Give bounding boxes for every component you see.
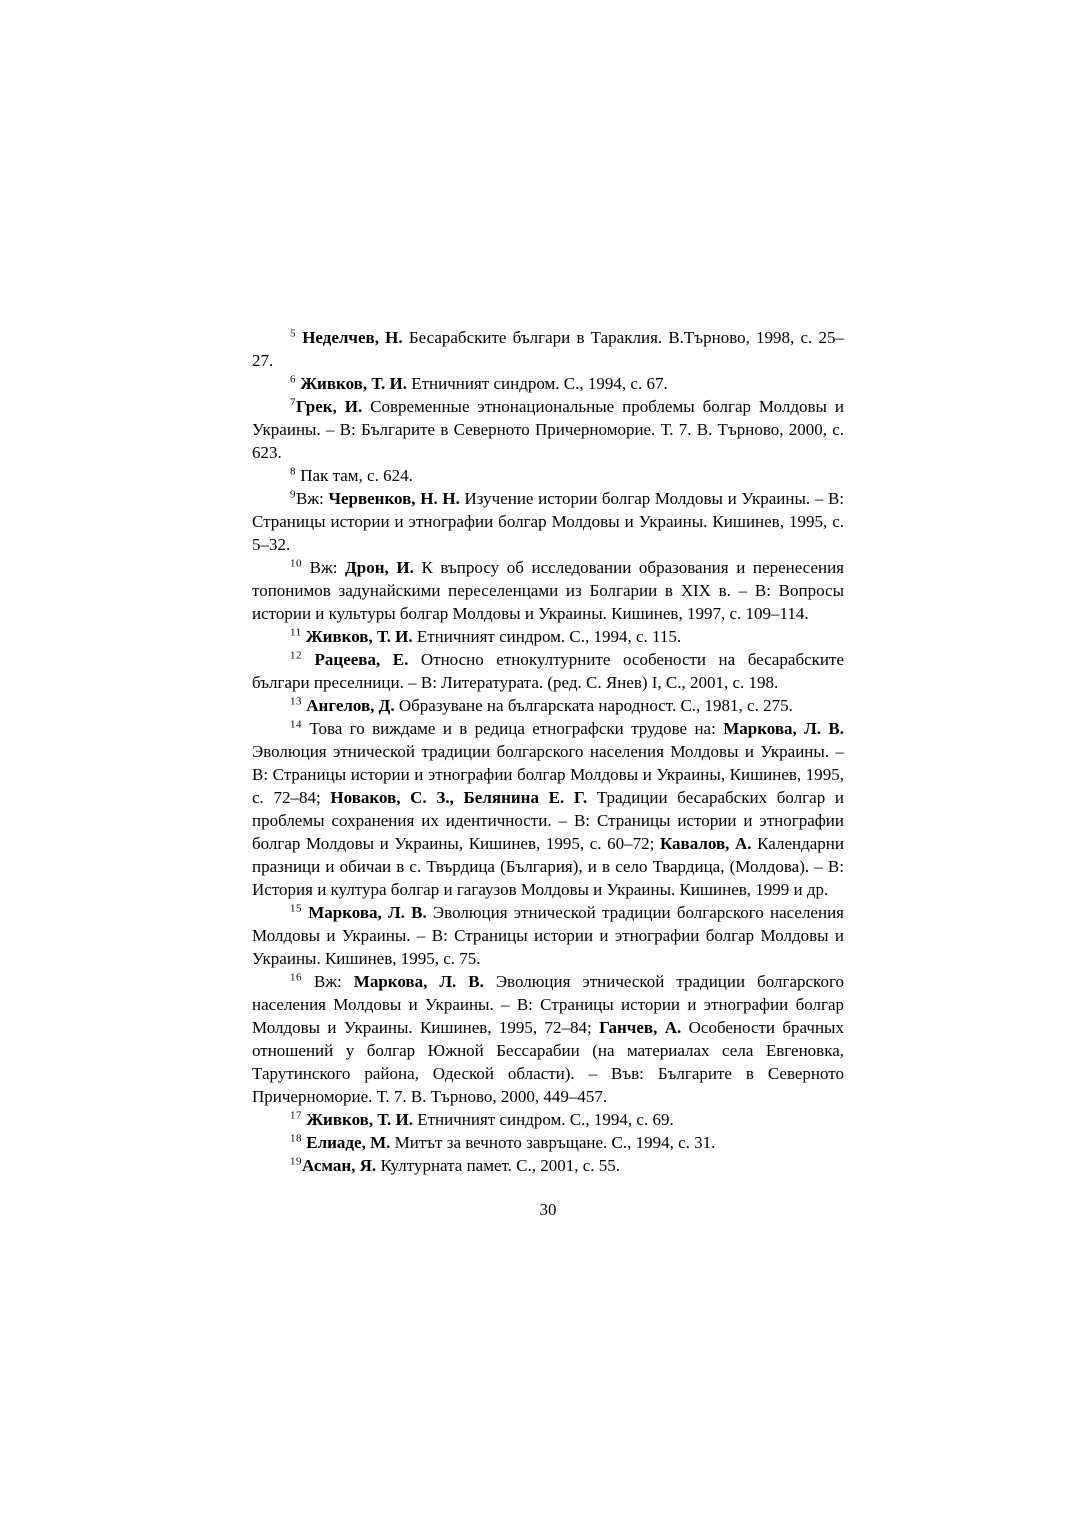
page-number: 30 <box>539 1200 557 1219</box>
footnote-text: Вж: <box>302 972 354 991</box>
footnote <box>252 717 844 901</box>
footnote-text: Пак там, с. 624. <box>296 466 413 485</box>
footnote-text: Эволюция этнической традиции болгарского населения Молдовы и Украины. – В: Страницы истории и этнографии болгар Молдовы и Украины, Кишинев, 1995, с. 72–84; <box>252 742 844 807</box>
footnote-number: 11 <box>290 626 302 639</box>
footnote-number: 8 <box>290 465 296 478</box>
footnote <box>252 1154 844 1177</box>
footnote-number: 12 <box>290 649 302 662</box>
footnote-author: Ганчев, А. <box>599 1018 682 1037</box>
footnote-number: 14 <box>290 718 302 731</box>
footnote-text: Вж: <box>302 558 346 577</box>
footnote-number: 7 <box>290 396 296 409</box>
footnote-author: Маркова, Л. В. <box>723 719 844 738</box>
footnote-text: Традиции бесарабских болгар и проблемы сохранения их идентичности. – В: Страницы истории и этнографии болгар Молдовы и Украины, Кишинев, 1995, с. 60–72; <box>252 788 844 853</box>
footnote-author: Червенков, Н. Н. <box>328 489 460 508</box>
footnote-number: 9 <box>290 488 296 501</box>
footnote-text: Митът за вечното завръщане. С., 1994, с. 31. <box>390 1133 716 1152</box>
footnote-text: Календарни празници и обичаи в с. Твърдица (България), и в село Твардица, (Молдова). – В: История и култура болгар и гагаузов Молдовы и Украины. Кишинев, 1999 и др. <box>252 834 844 899</box>
footnote-author: Живков, Т. И. <box>301 627 413 646</box>
footnote-number: 10 <box>290 557 302 570</box>
footnote-author: Асман, Я. <box>302 1156 377 1175</box>
footnote-text: Эволюция этнической традиции болгарского населения Молдовы и Украины. – В: Страницы истории и этнографии болгар Молдовы и Украины. Кишинев, 1995, с. 75. <box>252 903 844 968</box>
footnote <box>252 970 844 1108</box>
footnotes-list <box>252 326 844 1177</box>
footnote-number: 6 <box>290 373 296 386</box>
footnote <box>252 901 844 970</box>
footnote-author: Дрон, И. <box>345 558 414 577</box>
footnote-number: 5 <box>290 327 296 340</box>
footnote-text: Особености брачных отношений у болгар Южной Бессарабии (на материалах села Евгеновка, Тарутинского района, Одеской области). – Във: Българите в Северното Причерноморие. Т. 7. В. Търново, 2000, 449–457. <box>252 1018 844 1106</box>
footnote-text: Образуване на българската народност. С., 1981, с. 275. <box>394 696 793 715</box>
footnote-number: 16 <box>290 971 302 984</box>
footnote-author: Кавалов, А. <box>659 834 752 853</box>
footnote-text: Относно етнокултурните особености на бесарабските българи преселници. – В: Литературата. (ред. С. Янев) I, С., 2001, с. 198. <box>252 650 844 692</box>
footnote <box>252 648 844 694</box>
footnote <box>252 464 844 487</box>
footnote-text: Бесарабските българи в Тараклия. В.Търново, 1998, с. 25–27. <box>252 328 844 370</box>
footnote <box>252 694 844 717</box>
footnote-text: Етничният синдром. С., 1994, с. 115. <box>412 627 682 646</box>
footnote <box>252 372 844 395</box>
footnote <box>252 556 844 625</box>
footnote-author: Маркова, Л. В. <box>353 972 484 991</box>
footnote-number: 13 <box>290 695 302 708</box>
footnote-author: Елиаде, М. <box>302 1133 391 1152</box>
footnote-number: 17 <box>290 1109 302 1122</box>
footnote-author: Маркова, Л. В. <box>302 903 427 922</box>
footnote <box>252 326 844 372</box>
footnote-author: Неделчев, Н. <box>296 328 403 347</box>
footnote-author: Живков, Т. И. <box>296 374 407 393</box>
footnote-text: Современные этнонациональные проблемы болгар Молдовы и Украины. – В: Българите в Северното Причерноморие. Т. 7. В. Търново, 2000, с. 623. <box>252 397 844 462</box>
footnote-author: Грек, И. <box>296 397 363 416</box>
footnote-author: Новаков, С. З., Белянина Е. Г. <box>330 788 588 807</box>
footnotes-section <box>252 326 844 1221</box>
footnote <box>252 625 844 648</box>
footnote-author: Рацеева, Е. <box>302 650 409 669</box>
footnote-text: Това го виждаме и в редица етнографски трудове на: <box>302 719 724 738</box>
footnote-text: К въпросу об исследовании образования и перенесения топонимов задунайскими переселенцами из Болгарии в XIX в. – В: Вопросы истории и культуры болгар Молдовы и Украины. Кишинев, 1997, с. 109–114. <box>252 558 845 623</box>
footnote <box>252 1108 844 1131</box>
footnote-text: Културната памет. С., 2001, с. 55. <box>376 1156 621 1175</box>
footnote-number: 19 <box>290 1155 302 1168</box>
footnote <box>252 395 844 464</box>
footnote-number: 18 <box>290 1132 302 1145</box>
footnote-text: Эволюция этнической традиции болгарского населения Молдовы и Украины. – В: Страницы истории и этнографии болгар Молдовы и Украины. Кишинев, 1995, 72–84; <box>252 972 844 1037</box>
footnote <box>252 487 844 556</box>
footnote-number: 15 <box>290 902 302 915</box>
footnote-author: Живков, Т. И. <box>302 1110 413 1129</box>
footnote-text: Етничният синдром. С., 1994, с. 67. <box>406 374 668 393</box>
footnote-author: Ангелов, Д. <box>302 696 395 715</box>
footnote <box>252 1131 844 1154</box>
footnote-text: Вж: <box>296 489 329 508</box>
footnote-text: Етничният синдром. С., 1994, с. 69. <box>412 1110 674 1129</box>
footnote-text: Изучение истории болгар Молдовы и Украины. – В: Страницы истории и этнографии болгар Молдовы и Украины. Кишинев, 1995, с. 5–32. <box>252 489 845 554</box>
